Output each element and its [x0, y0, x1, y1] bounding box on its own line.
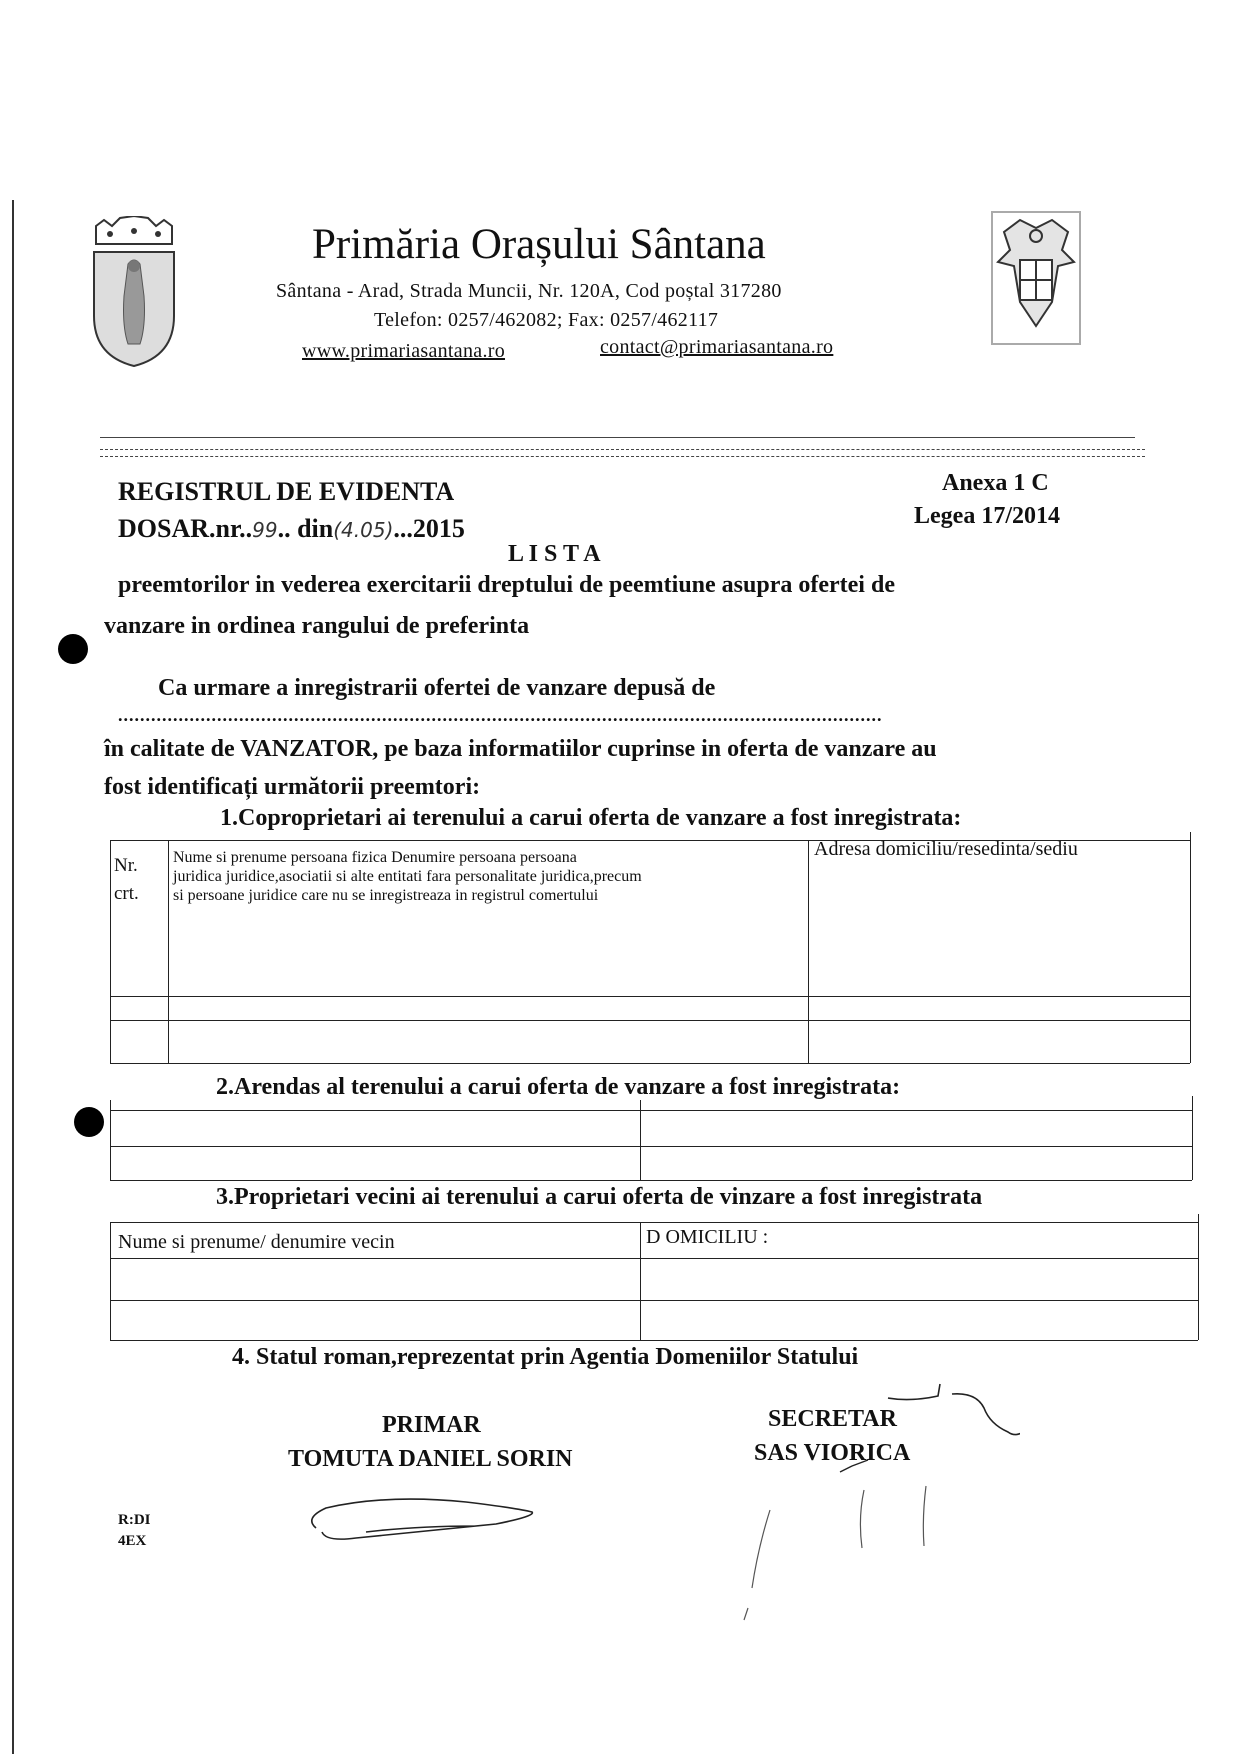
institution-title: Primăria Orașului Sântana	[312, 221, 766, 268]
col-name-header: Nume si prenume persoana fizica Denumire persoana persoana juridica juridice,asociatii si alte entitati fara personalitate juridica,precum si persoane juridice care nu se inregistreaza in registrul comertului	[173, 849, 642, 904]
intro-line: în calitate de VANZATOR, pe baza informatiilor cuprinse in oferta de vanzare au	[104, 736, 937, 762]
intro-line: fost identificați următorii preemtori:	[104, 774, 481, 800]
dosar-line: DOSAR.nr..99.. din(4.05)...2015	[118, 514, 465, 543]
dosar-number: 99	[252, 518, 278, 542]
header-separator	[100, 456, 1145, 457]
header-address: Sântana - Arad, Strada Muncii, Nr. 120A, Cod poștal 317280	[276, 280, 782, 302]
col-address-header: Adresa domiciliu/resedinta/sediu	[814, 838, 1078, 860]
header-website-link[interactable]: www.primariasantana.ro	[302, 340, 506, 362]
scan-edge-line	[12, 200, 14, 1754]
law-label: Legea 17/2014	[914, 503, 1060, 529]
mayor-title: PRIMAR	[382, 1412, 481, 1438]
header-separator	[100, 449, 1145, 450]
header-email-link[interactable]: contact@primariasantana.ro	[600, 336, 834, 358]
dosar-date: (4.05)	[333, 518, 394, 542]
section3-title: 3.Proprietari vecini ai terenului a carui oferta de vinzare a fost inregistrata	[216, 1184, 983, 1210]
header-phone: Telefon: 0257/462082; Fax: 0257/462117	[374, 309, 719, 331]
intro-line: Ca urmare a inregistrarii ofertei de vanzare depusă de	[158, 675, 716, 701]
col-domicile-header: D OMICILIU :	[646, 1226, 769, 1248]
secretary-title: SECRETAR	[768, 1406, 897, 1432]
city-coat-of-arms-icon	[88, 216, 180, 368]
col-neighbor-name-header: Nume si prenume/ denumire vecin	[118, 1231, 395, 1253]
list-title: L I S T A	[508, 541, 601, 567]
section2-title: 2.Arendas al terenului a carui oferta de vanzare a fost inregistrata:	[216, 1074, 901, 1100]
secretary-signature	[740, 1378, 1020, 1648]
punch-hole	[58, 634, 88, 664]
mayor-name: TOMUTA DANIEL SORIN	[288, 1446, 573, 1472]
mayor-signature	[296, 1488, 546, 1560]
intro-line: vanzare in ordinea rangului de preferinta	[104, 613, 530, 639]
footer-code: R:DI	[118, 1512, 151, 1528]
footer-code: 4EX	[118, 1533, 147, 1549]
punch-hole	[74, 1107, 104, 1137]
section4-text: 4. Statul roman,reprezentat prin Agentia Domeniilor Statului	[232, 1344, 859, 1370]
registry-title: REGISTRUL DE EVIDENTA	[118, 477, 455, 506]
seller-dotted-field: ...........................................................................................................................................	[118, 705, 883, 725]
annex-label: Anexa 1 C	[942, 470, 1049, 496]
header-separator	[100, 437, 1135, 438]
secretary-name: SAS VIORICA	[754, 1440, 911, 1466]
national-coat-of-arms-icon	[990, 210, 1082, 346]
col-nr-header: Nr. crt.	[114, 855, 139, 904]
section1-title: 1.Coproprietari ai terenului a carui oferta de vanzare a fost inregistrata:	[220, 805, 962, 831]
intro-line: preemtorilor in vederea exercitarii dreptului de peemtiune asupra ofertei de	[118, 572, 895, 598]
